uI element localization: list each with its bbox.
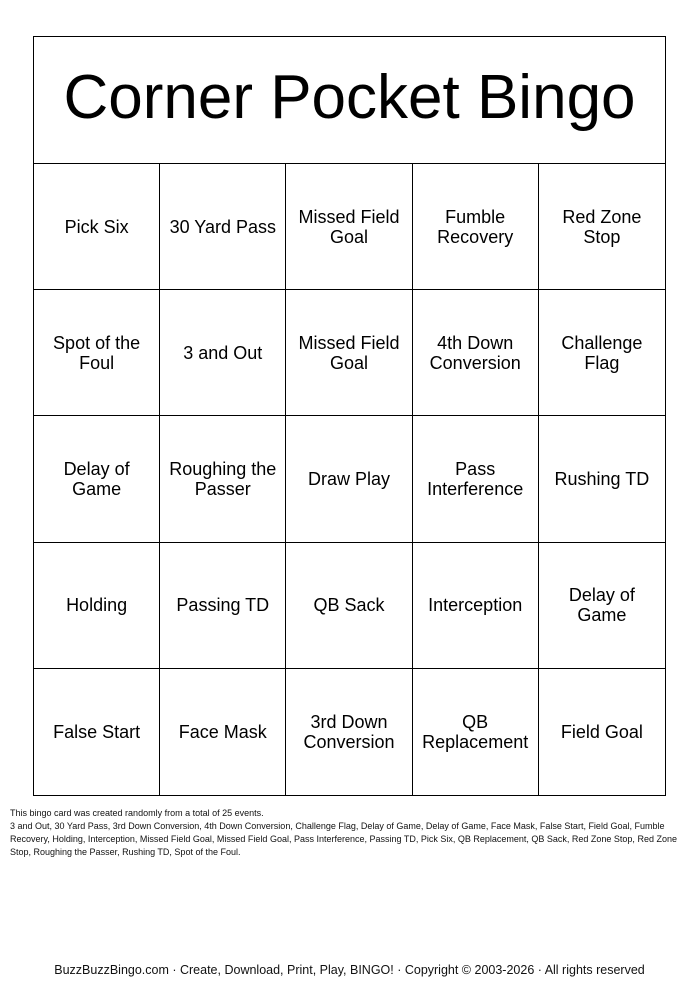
bingo-cell: Draw Play (286, 416, 412, 542)
bingo-cell: Pick Six (34, 164, 160, 290)
bingo-cell: Passing TD (160, 543, 286, 669)
bingo-cell: 4th Down Conversion (413, 290, 539, 416)
title-cell (34, 37, 665, 164)
bingo-cell: Roughing the Passer (160, 416, 286, 542)
bingo-cell: Challenge Flag (539, 290, 665, 416)
bingo-cell: Face Mask (160, 669, 286, 795)
bingo-cell: Missed Field Goal (286, 290, 412, 416)
bingo-cell: Interception (413, 543, 539, 669)
bingo-cell: Delay of Game (34, 416, 160, 542)
card-info (10, 807, 690, 859)
card-title: Corner Pocket Bingo (63, 63, 636, 132)
bingo-cell: Delay of Game (539, 543, 665, 669)
created-note: This bingo card was created randomly from a total of 25 events. (10, 808, 264, 818)
bingo-cell: 30 Yard Pass (160, 164, 286, 290)
bingo-card (33, 36, 666, 796)
bingo-grid (34, 164, 665, 795)
bingo-cell: Holding (34, 543, 160, 669)
bingo-cell: Spot of the Foul (34, 290, 160, 416)
bingo-cell: Pass Interference (413, 416, 539, 542)
bingo-cell: Rushing TD (539, 416, 665, 542)
bingo-cell: Field Goal (560, 721, 643, 742)
events-list: 3 and Out, 30 Yard Pass, 3rd Down Conversion, 4th Down Conversion, Challenge Flag, Delay of Game, Delay of Game, Face Mask, False Start, Field Goal, Fumble Recovery, Holding, Interception, Missed Field Goal, Missed Field Goal, Pass Interference, Passing TD, Pick Six, QB Replacement, QB Sack, Red Zone Stop, Red Zone Stop, Roughing the Passer, Rushing TD, Spot of the Foul. (10, 821, 677, 857)
bingo-cell: Red Zone Stop (539, 164, 665, 290)
bingo-cell: 3 and Out (160, 290, 286, 416)
bingo-cell: 3rd Down Conversion (286, 669, 412, 795)
bingo-cell: Missed Field Goal (286, 164, 412, 290)
site-footer: BuzzBuzzBingo.com · Create, Download, Print, Play, BINGO! · Copyright © 2003-2026 · All rights reserved (54, 963, 645, 977)
bingo-cell: Fumble Recovery (413, 164, 539, 290)
bingo-cell: QB Replacement (413, 669, 539, 795)
bingo-cell: QB Sack (286, 543, 412, 669)
bingo-cell: False Start (34, 669, 160, 795)
